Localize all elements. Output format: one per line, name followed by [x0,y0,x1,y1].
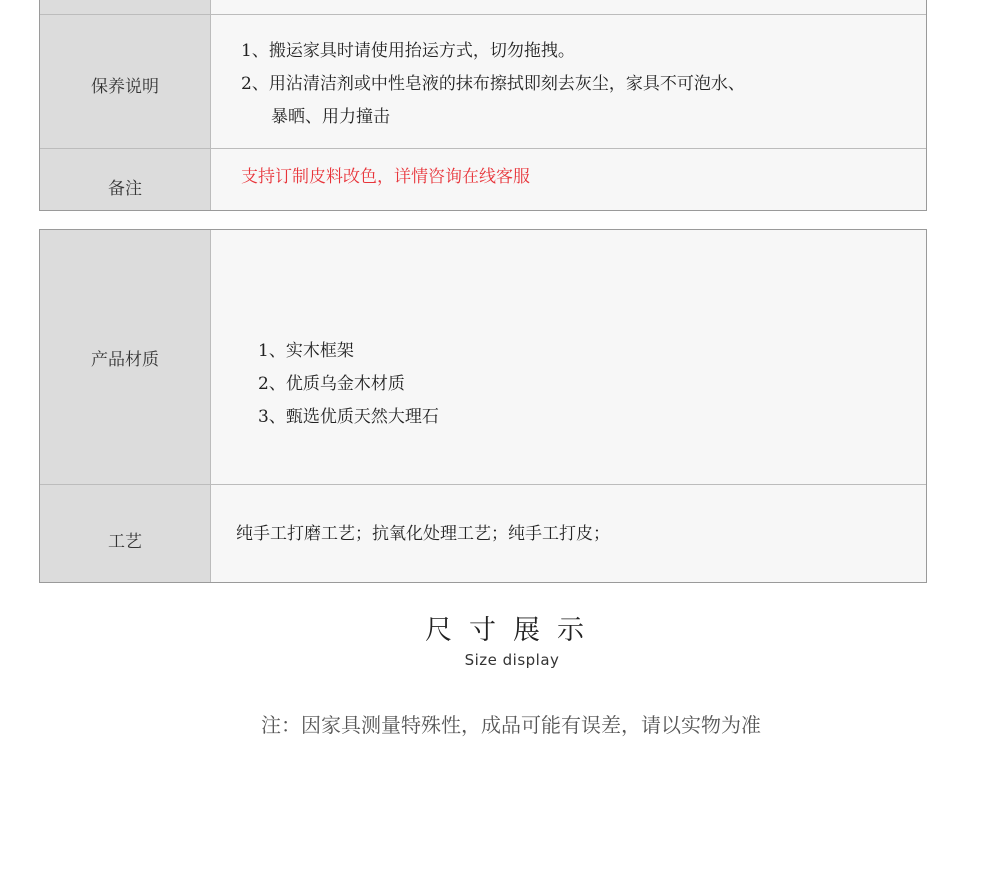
remark-label: 备注 [40,149,211,210]
material-line-2: 2、优质乌金木材质 [258,374,405,394]
size-section-title: 尺寸展示 [425,615,601,646]
material-label: 产品材质 [40,230,211,484]
spec-label-empty [40,0,211,14]
craft-label: 工艺 [40,485,211,582]
spec-row-previous [40,0,926,15]
care-value [211,15,926,148]
spec-row-care [40,15,926,149]
care-line-3: 暴晒、用力撞击 [271,107,390,127]
spec-value-empty [211,0,926,14]
remark-value [211,149,926,210]
spec-row-craft [40,485,926,582]
measurement-note: 注：因家具测量特殊性，成品可能有误差，请以实物为准 [261,713,761,737]
material-line-1: 1、实木框架 [258,341,354,361]
care-line-1: 1、搬运家具时请使用抬运方式，切勿拖拽。 [241,41,575,61]
spec-row-material [40,230,926,485]
material-value [211,230,926,484]
remark-text: 支持订制皮料改色，详情咨询在线客服 [241,167,530,187]
material-line-3: 3、甄选优质天然大理石 [258,407,439,427]
craft-text: 纯手工打磨工艺；抗氧化处理工艺；纯手工打皮； [236,524,610,544]
spec-table-bottom [39,229,927,583]
care-line-2: 2、用沾清洁剂或中性皂液的抹布擦拭即刻去灰尘，家具不可泡水、 [241,74,745,94]
spec-row-remark [40,149,926,210]
care-label: 保养说明 [40,15,211,148]
craft-value [211,485,926,582]
size-section-subtitle: Size display [464,651,560,669]
spec-table-top [39,0,927,211]
